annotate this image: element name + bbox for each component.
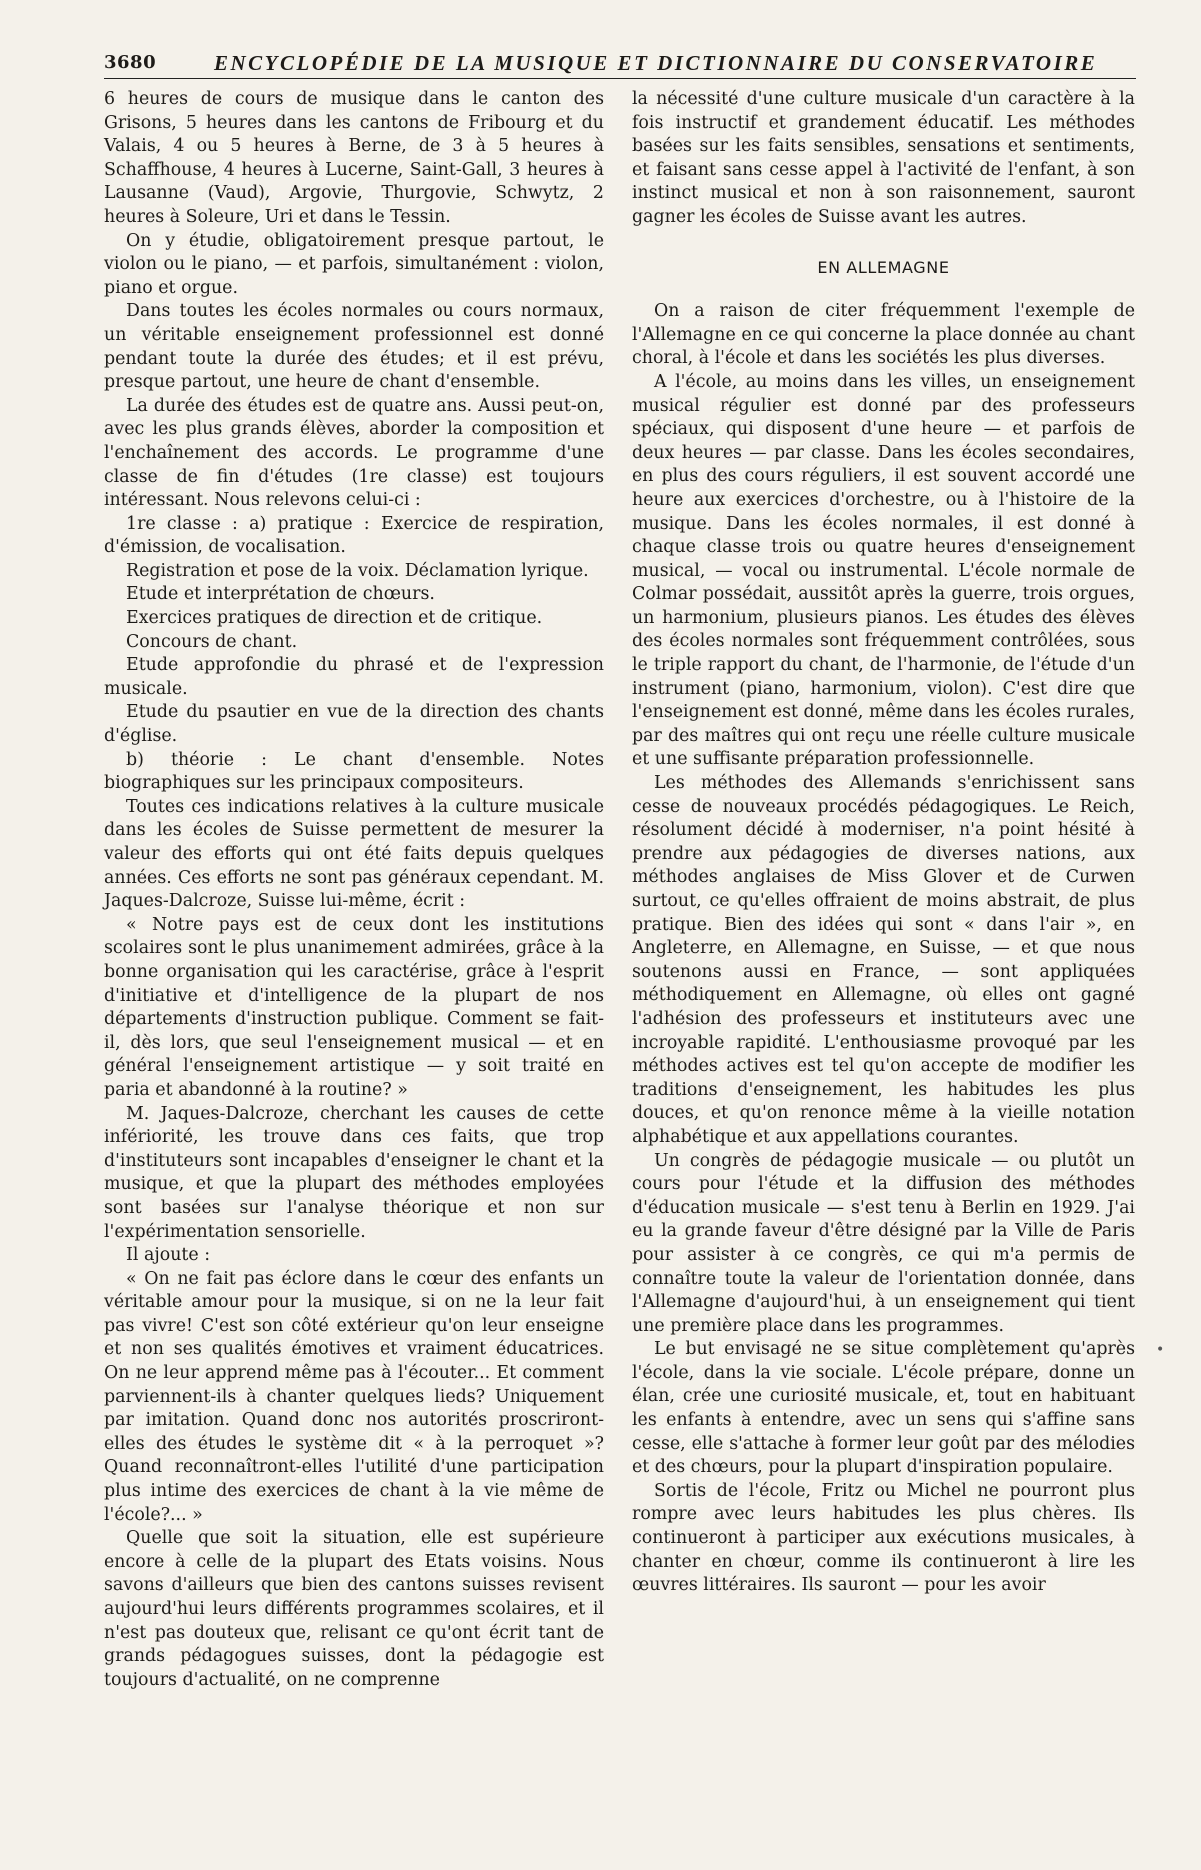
quotation: « Notre pays est de ceux dont les institutions scolaires sont le plus unanimement admirées, grâce à la bonne organisation qui les caractérise, grâce à l'esprit d'initiative et d'intelligence de la plupart de nos départements d'instruction publique. Comment se fait-il, dès lors, que seul l'enseignement musical — et en général l'enseignement artistique — y soit traité en paria et abandonné à la routine? » (104, 914, 604, 1100)
paragraph: Sortis de l'école, Fritz ou Michel ne pourront plus rompre avec leurs habitudes les plus chères. Ils continueront à participer aux exécutions musicales, à chanter en chœur, comme ils continueront à lire les œuvres littéraires. Ils sauront — pour les avoir (632, 1480, 1135, 1596)
paragraph: Etude approfondie du phrasé et de l'expression musicale. (104, 655, 604, 699)
left-column (104, 88, 604, 1692)
paragraph: On a raison de citer fréquemment l'exemple de l'Allemagne en ce qui concerne la place donnée au chant choral, à l'école et dans les sociétés les plus diverses. (632, 301, 1135, 369)
paragraph: Il ajoute : (126, 1245, 211, 1266)
paragraph: Dans toutes les écoles normales ou cours normaux, un véritable enseignement professionnel est donné pendant toute la durée des études; et il est prévu, presque partout, une heure de chant d'ensemble. (104, 301, 604, 393)
paragraph: Exercices pratiques de direction et de critique. (126, 608, 543, 629)
paragraph: Quelle que soit la situation, elle est supérieure encore à celle de la plupart des Etats voisins. Nous savons d'ailleurs que bien des cantons suisses revisent aujourd'hui leurs différents programmes scolaires, et il n'est pas douteux que, relisant ce qu'ont écrit tant de grands pédagogues suisses, dont la pédagogie est toujours d'actualité, on ne comprenne (104, 1528, 604, 1690)
right-column (632, 88, 1135, 1598)
paragraph: Etude du psautier en vue de la direction des chants d'église. (104, 702, 604, 747)
paragraph: Registration et pose de la voix. Déclamation lyrique. (126, 560, 589, 581)
section-heading: EN ALLEMAGNE (817, 257, 950, 277)
paragraph: A l'école, au moins dans les villes, un enseignement musical régulier est donné par des professeurs spéciaux, qui disposent d'une heure — et parfois de deux heures — par classe. Dans les écoles secondaires, en plus des cours réguliers, il est souvent accordé une heure aux exercices d'orchestre, ou à l'histoire de la musique. Dans les écoles normales, il est donné à chaque classe trois ou quatre heures d'enseignement musical, — vocal ou instrumental. L'école normale de Colmar possédait, aussitôt après la guerre, trois orgues, un harmonium, plusieurs pianos. Les études des élèves des écoles normales sont fréquemment contrôlées, sous le triple rapport du chant, de l'harmonie, de l'étude d'un instrument (piano, harmonium, violon). C'est dire que l'enseignement est donné, même dans les écoles rurales, par des maîtres qui ont reçu une réelle culture musicale et une suffisante préparation professionnelle. (632, 371, 1135, 770)
paragraph: la nécessité d'une culture musicale d'un caractère à la fois instructif et grandement éducatif. Les méthodes basées sur les faits sensibles, sensations et sentiments, et faisant sans cesse appel à l'activité de l'enfant, à son instinct musical et non à son raisonnement, sauront gagner les écoles de Suisse avant les autres. (632, 89, 1135, 227)
paragraph: Les méthodes des Allemands s'enrichissent sans cesse de nouveaux procédés pédagogiques. Le Reich, résolument décidé à moderniser, n'a point hésité à prendre aux pédagogies de diverses nations, aux méthodes anglaises de Miss Glover et de Curwen surtout, ce qu'elles offraient de moins abstrait, de plus pratique. Bien des idées qui sont « dans l'air », en Angleterre, en Allemagne, en Suisse, — et que nous soutenons aussi en France, — sont appliquées méthodiquement en Allemagne, où elles ont gagné l'adhésion des professeurs et instituteurs avec une incroyable rapidité. L'enthousiasme provoqué par les méthodes actives est tel qu'on accepte de modifier les traditions d'enseignement, les habitudes les plus douces, et qu'on renonce même à la vieille notation alphabétique et aux appellations courantes. (632, 773, 1135, 1147)
paragraph: 6 heures de cours de musique dans le canton des Grisons, 5 heures dans les cantons de Fribourg et du Valais, 4 ou 5 heures à Berne, de 3 à 5 heures à Schaffhouse, 4 heures à Lucerne, Saint-Gall, 3 heures à Lausanne (Vaud), Argovie, Thurgovie, Schwytz, 2 heures à Soleure, Uri et dans le Tessin. (104, 89, 604, 227)
paragraph: Etude et interprétation de chœurs. (126, 584, 435, 605)
paragraph: Concours de chant. (126, 631, 298, 652)
running-title: ENCYCLOPÉDIE DE LA MUSIQUE ET DICTIONNAIRE DU CONSERVATOIRE (214, 51, 1098, 75)
quotation: « On ne fait pas éclore dans le cœur des enfants un véritable amour pour la musique, si on ne la leur fait pas vivre! C'est son côté extérieur qu'on leur enseigne et non ses qualités émotives et vraiment éducatrices. On ne leur apprend même pas à l'écouter... Et comment parviennent-ils à chanter quelques lieds? Uniquement par imitation. Quand donc nos autorités proscriront-elles des études le système dit « à la perroquet »? Quand reconnaîtront-elles l'utilité d'une participation plus intime des exercices de chant à la vie même de l'école?... » (104, 1268, 604, 1525)
paragraph: 1re classe : a) pratique : Exercice de respiration, d'émission, de vocalisation. (104, 513, 604, 558)
paragraph: Le but envisagé ne se situe complètement qu'après l'école, dans la vie sociale. L'école prépare, donne un élan, crée une curiosité musicale, et, tout en habituant les enfants à entendre, avec un sens qui s'affine sans cesse, elle s'attache à former leur goût par des mélodies et des chœurs, pour la plupart d'inspiration populaire. (632, 1339, 1135, 1478)
paragraph: La durée des études est de quatre ans. Aussi peut-on, avec les plus grands élèves, aborder la composition et l'enchaînement des accords. Le programme d'une classe de fin d'études (1re classe) est toujours intéressant. Nous relevons celui-ci : (104, 395, 604, 511)
paragraph: b) théorie : Le chant d'ensemble. Notes biographiques sur les principaux compositeurs. (104, 749, 604, 794)
running-header (104, 50, 1136, 79)
page-number: 3680 (104, 52, 157, 73)
paragraph: Un congrès de pédagogie musicale — ou plutôt un cours pour l'étude et la diffusion des méthodes d'éducation musicale — s'est tenu à Berlin en 1929. J'ai eu la grande faveur d'être désigné par la Ville de Paris pour assister à ce congrès, ce qui m'a permis de connaître toute la valeur de l'orientation donnée, dans l'Allemagne d'aujourd'hui, à un enseignement qui tient une première place dans les programmes. (632, 1150, 1135, 1336)
paragraph: Toutes ces indications relatives à la culture musicale dans les écoles de Suisse permettent de mesurer la valeur des efforts qui ont été faits depuis quelques années. Ces efforts ne sont pas généraux cependant. M. Jaques-Dalcroze, Suisse lui-même, écrit : (104, 796, 604, 912)
paragraph: M. Jaques-Dalcroze, cherchant les causes de cette infériorité, les trouve dans ces faits, que trop d'instituteurs sont incapables d'enseigner le chant et la musique, et que la plupart des méthodes employées sont basées sur l'analyse théorique et non sur l'expérimentation sensorielle. (104, 1103, 604, 1242)
margin-mark: • (1156, 1342, 1165, 1358)
paragraph: On y étudie, obligatoirement presque partout, le violon ou le piano, — et parfois, simultanément : violon, piano et orgue. (104, 230, 604, 298)
